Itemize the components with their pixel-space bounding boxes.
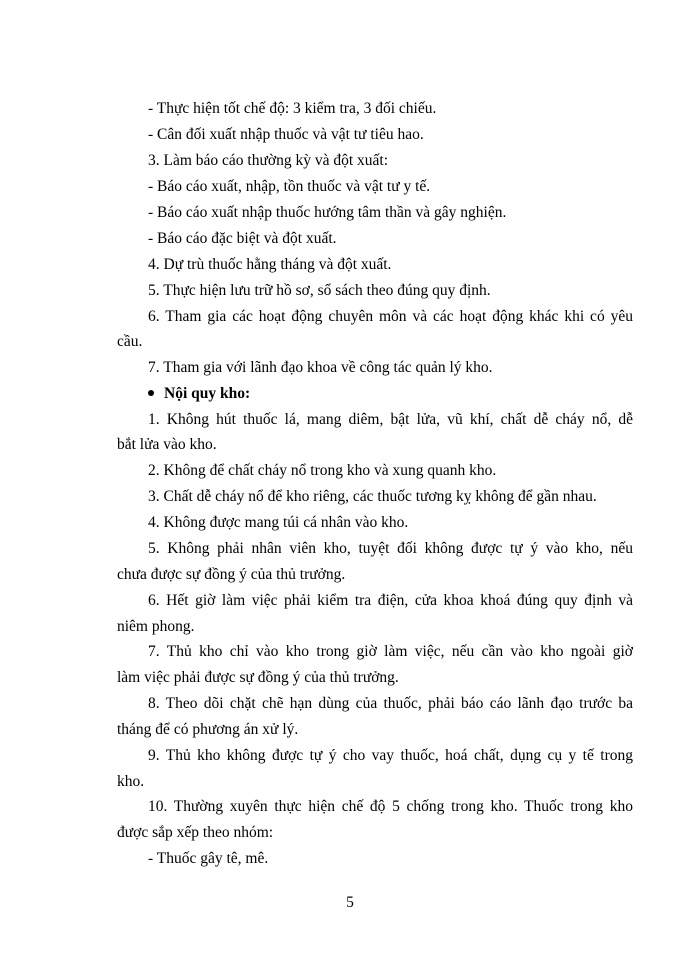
text-line: 10. Thường xuyên thực hiện chế độ 5 chống trong kho. Thuốc trong kho [148, 798, 633, 815]
text-line: - Thuốc gây tê, mê. [148, 850, 269, 867]
text-line: 1. Không hút thuốc lá, mang diêm, bật lửa, vũ khí, chất dễ cháy nổ, dễ [148, 411, 633, 428]
text-line: - Báo cáo xuất, nhập, tồn thuốc và vật tư y tế. [148, 178, 431, 195]
text-line: 5. Không phải nhân viên kho, tuyệt đối không được tự ý vào kho, nếu [148, 540, 633, 557]
text-line: 5. Thực hiện lưu trữ hồ sơ, sổ sách theo đúng quy định. [148, 282, 491, 299]
text-line: - Báo cáo đặc biệt và đột xuất. [148, 230, 337, 247]
text-line: tháng để có phương án xử lý. [117, 721, 299, 738]
text-line: kho. [117, 773, 145, 790]
text-line: 8. Theo dõi chặt chẽ hạn dùng của thuốc, phải báo cáo lãnh đạo trước ba [148, 695, 633, 712]
text-line: 4. Không được mang túi cá nhân vào kho. [148, 514, 409, 531]
text-line: 6. Hết giờ làm việc phải kiểm tra điện, cửa khoa khoá đúng quy định và [148, 592, 633, 609]
text-line: 7. Tham gia với lãnh đạo khoa về công tác quản lý kho. [148, 359, 493, 376]
text-line: 9. Thủ kho không được tự ý cho vay thuốc, hoá chất, dụng cụ y tế trong [148, 747, 633, 764]
section-heading-text: Nội quy kho: [164, 385, 251, 402]
text-line: làm việc phải được sự đồng ý của thủ trưởng. [117, 669, 399, 686]
text-line: cầu. [117, 333, 143, 350]
text-line: 6. Tham gia các hoạt động chuyên môn và các hoạt động khác khi có yêu [148, 308, 633, 325]
text-line: 4. Dự trù thuốc hằng tháng và đột xuất. [148, 256, 392, 273]
text-line: được sắp xếp theo nhóm: [117, 824, 274, 841]
text-line: 3. Làm báo cáo thường kỳ và đột xuất: [148, 152, 389, 169]
text-line: - Cân đối xuất nhập thuốc và vật tư tiêu hao. [148, 126, 424, 143]
section-heading [148, 384, 633, 404]
text-line: 7. Thủ kho chỉ vào kho trong giờ làm việc, nếu cần vào kho ngoài giờ [148, 643, 633, 660]
text-line: bắt lửa vào kho. [117, 436, 217, 453]
text-line: 2. Không để chất cháy nổ trong kho và xung quanh kho. [148, 462, 497, 479]
bullet-icon [148, 390, 154, 396]
text-line: - Báo cáo xuất nhập thuốc hướng tâm thần và gây nghiện. [148, 204, 507, 221]
text-line: chưa được sự đồng ý của thủ trưởng. [117, 566, 346, 583]
page-number: 5 [346, 894, 354, 911]
text-line: niêm phong. [117, 618, 195, 635]
text-line: - Thực hiện tốt chế độ: 3 kiểm tra, 3 đối chiếu. [148, 100, 437, 117]
text-line: 3. Chất dễ cháy nổ để kho riêng, các thuốc tương kỵ không để gần nhau. [148, 488, 597, 505]
